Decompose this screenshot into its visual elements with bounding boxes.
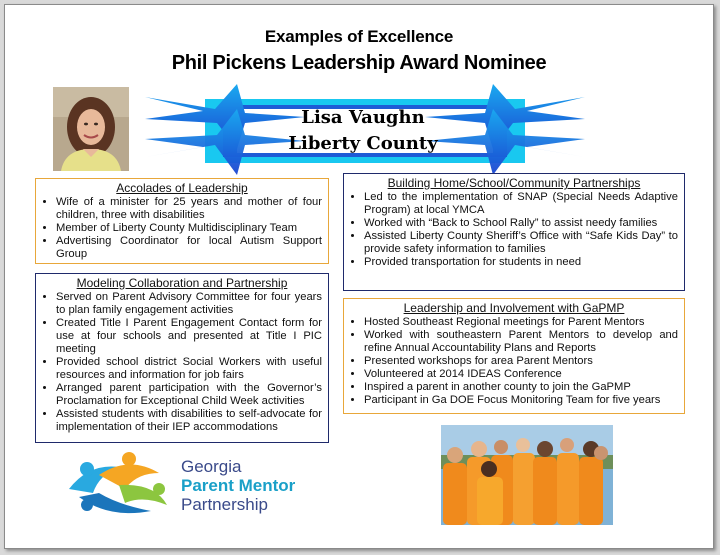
group-photo xyxy=(441,425,613,525)
list-item: • Assisted Liberty County Sheriff’s Office with “Safe Kids Day” to provide safety information to families xyxy=(364,230,678,256)
page-subtitle: Phil Pickens Leadership Award Nominee xyxy=(171,52,547,74)
accolades-title: Accolades of Leadership xyxy=(116,181,248,195)
modeling-list xyxy=(42,291,322,434)
nominee-name: Lisa Vaughn xyxy=(301,107,425,128)
portrait-image xyxy=(53,87,129,171)
list-item: • Participant in Ga DOE Focus Monitoring Team for five years xyxy=(364,394,678,407)
accolades-list xyxy=(42,196,322,261)
building-list xyxy=(350,191,678,269)
modeling-box xyxy=(35,273,329,443)
logo-line-parent-mentor: Parent Mentor xyxy=(181,476,296,495)
leadership-list xyxy=(350,316,678,407)
list-item: • Provided school district Social Workers with useful resources and information for job fairs xyxy=(56,356,322,382)
list-item: • Worked with southeastern Parent Mentors to develop and refine Annual Accountability Plans and Reports xyxy=(364,329,678,355)
building-title: Building Home/School/Community Partnerships xyxy=(387,176,641,190)
list-item: • Wife of a minister for 25 years and mother of four children, three with disabilities xyxy=(56,196,322,222)
list-item: • Advertising Coordinator for local Autism Support Group xyxy=(56,235,322,261)
modeling-title: Modeling Collaboration and Partnership xyxy=(76,276,288,290)
list-item: • Led to the implementation of SNAP (Special Needs Adaptive Program) at local YMCA xyxy=(364,191,678,217)
nominee-block xyxy=(245,105,481,157)
people-circle-logo-icon xyxy=(59,445,179,527)
accolades-box xyxy=(35,178,329,264)
gapmp-logo xyxy=(59,445,319,527)
list-item: • Arranged parent participation with the Governor’s Proclamation for Exceptional Child Week activities xyxy=(56,382,322,408)
list-item: • Hosted Southeast Regional meetings for Parent Mentors xyxy=(364,316,678,329)
nominee-county: Liberty County xyxy=(288,133,438,154)
list-item: • Presented workshops for area Parent Mentors xyxy=(364,355,678,368)
nominee-portrait xyxy=(53,87,129,171)
list-item: • Served on Parent Advisory Committee for four years to plan family engagement activities xyxy=(56,291,322,317)
leadership-title: Leadership and Involvement with GaPMP xyxy=(403,301,625,315)
list-item: • Created Title I Parent Engagement Contact form for use at four schools and presented at Title I PIC meeting xyxy=(56,317,322,356)
list-item: • Worked with “Back to School Rally” to assist needy families xyxy=(364,217,678,230)
logo-text xyxy=(181,457,295,514)
document-page xyxy=(4,4,714,549)
list-item: • Volunteered at 2014 IDEAS Conference xyxy=(364,368,678,381)
leadership-box xyxy=(343,298,685,414)
list-item: • Member of Liberty County Multidisciplinary Team xyxy=(56,222,322,235)
page-title: Examples of Excellence xyxy=(264,27,454,46)
list-item: • Provided transportation for students in need xyxy=(364,256,678,269)
building-box xyxy=(343,173,685,291)
list-item: • Assisted students with disabilities to self-advocate for implementation of their IEP accommodations xyxy=(56,408,322,434)
list-item: • Inspired a parent in another county to join the GaPMP xyxy=(364,381,678,394)
logo-line-partnership: Partnership xyxy=(181,495,268,514)
group-photo-image xyxy=(441,425,613,525)
logo-line-georgia: Georgia xyxy=(181,457,242,476)
